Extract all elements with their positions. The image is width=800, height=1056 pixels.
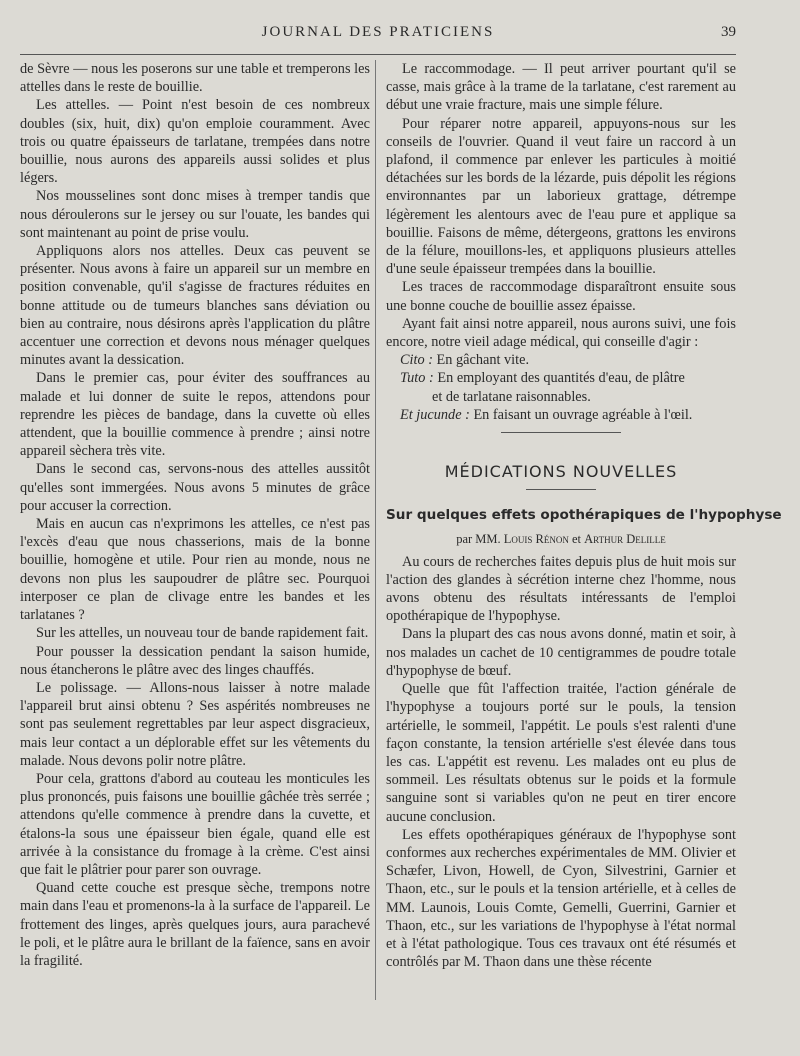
paragraph: de Sèvre — nous les poserons sur une table et tremperons les attelles dans le reste de bouillie.	[20, 61, 370, 96]
article-title: Sur quelques effets opothérapiques de l'hypophyse	[386, 507, 782, 524]
section-heading: MÉDICATIONS NOUVELLES	[444, 462, 678, 482]
paragraph: Quelle que fût l'affection traitée, l'action générale de l'hypophyse a toujours porté sur le pouls, la tension artérielle, le sommeil, l'appétit. Le pouls s'est ralenti d'une façon constante, la tension artérielle s'est élevée dans tous les cas. L'appétit est revenu. Les malades ont eu plus de sommeil. Les résultats obtenus sur le poids et la formule sanguine sont si variables qu'on ne peut en tirer encore aucune conclusion.	[386, 681, 736, 825]
paragraph: Appliquons alors nos attelles. Deux cas peuvent se présenter. Nous avons à faire un appareil sur un membre en position convenable, qu'il s'agisse de fractures réduites en bonne attitude ou de tumeurs blanches sans déviation ou bien au contraire, nous désirons après l'application du plâtre accentuer une correction et devons nous ménager quelques minutes avant la dessication.	[20, 243, 370, 369]
paragraph: Mais en aucun cas n'exprimons les attelles, ce n'est pas l'excès d'eau que nous chasserions, mais de la bonne bouillie, homogène et utile. Pour rien au monde, nous ne devons non plus les saupoudrer de plâtre sec. Pourquoi interposer ce plan de clivage entre les bandes et les tarlatanes ?	[20, 516, 370, 624]
paragraph: Nos mousselines sont donc mises à tremper tandis que nous déroulerons sur le jersey ou sur l'ouate, les bandes qui sont maintenant au point de prise voulu.	[20, 188, 370, 241]
section-rule	[501, 432, 621, 433]
paragraph: Pour réparer notre appareil, appuyons-nous sur les conseils de l'ouvrier. Quand il veut faire un raccord à un plafond, il commence par enlever les particules à moitié détachées sur les bords de la lézarde, puis dépolit les régions environnantes par un laborieux grattage, détrempe légèrement les alentours avec de l'eau pure et applique sa bouillie. Faisons de même, détergeons, grattons les environs de la félure, mouillons-les, et appliquons plusieurs attelles d'une seule épaisseur trempées dans la bouillie.	[386, 115, 736, 278]
journal-title: JOURNAL DES PRATICIENS	[261, 24, 495, 40]
paragraph: Le polissage. — Allons-nous laisser à notre malade l'appareil brut ainsi obtenu ? Ses aspérités nombreuses ne sont pas seulement regrettables par leur aspect disgracieux, mais leur contact a un déplorable effet sur les vêtements du malade. Nous devons polir notre plâtre.	[20, 679, 370, 769]
section-rule-small	[526, 489, 596, 490]
adage-jucunde: Et jucunde : En faisant un ouvrage agréable à l'œil.	[400, 406, 693, 423]
running-header	[20, 14, 736, 55]
paragraph: Pour cela, grattons d'abord au couteau les monticules les plus prononcés, puis faisons une bouillie gâchée très serrée ; attendons qu'elle commence à prendre dans la cuvette, et étalons-la sous une épaisseur bien égale, quand elle est arrivée à la consistance du fromage à la crème. C'est ainsi que fait le plâtrier pour parer son ouvrage.	[20, 770, 370, 878]
paragraph: Les attelles. — Point n'est besoin de ces nombreux doubles (six, huit, dix) qu'on emploie couramment. Avec trois ou quatre épaisseurs de tarlatane, trempées dans notre bouillie, nous aurons des appareils aussi solides et plus légers.	[20, 97, 370, 187]
adage-cito: Cito : En gâchant vite.	[400, 352, 530, 369]
paragraph: Sur les attelles, un nouveau tour de bande rapidement fait.	[36, 625, 369, 642]
paragraph: Les traces de raccommodage disparaîtront ensuite sous une bonne couche de bouillie assez épaisse.	[386, 279, 736, 314]
paragraph: Le raccommodage. — Il peut arriver pourtant qu'il se casse, mais grâce à la trame de la tarlatane, c'est rarement au début une vraie fracture, mais une simple félure.	[386, 61, 736, 114]
page-number: 39	[721, 24, 736, 40]
adage-tuto: Tuto : En employant des quantités d'eau, de plâtre	[400, 370, 685, 387]
adage-tuto-continued: et de tarlatane raisonnables.	[432, 388, 591, 405]
left-column	[20, 60, 370, 970]
paragraph: Dans le second cas, servons-nous des attelles aussitôt qu'elles sont immergées. Nous avons 5 minutes de grâce pour accuser la correction.	[20, 461, 370, 514]
paragraph: Quand cette couche est presque sèche, trempons notre main dans l'eau et promenons-la à la surface de l'appareil. Le frottement des linges, après quelques jours, aura parachevé le poli, et le plâtre aura le brillant de la faïence, sans en avoir la fragilité.	[20, 880, 370, 969]
paragraph: Pour pousser la dessication pendant la saison humide, nous étancherons le plâtre avec des linges chauffés.	[20, 643, 370, 678]
paragraph: Dans la plupart des cas nous avons donné, matin et soir, à nos malades un cachet de 10 centigrammes de poudre totale d'hypophyse de bœuf.	[386, 626, 736, 679]
paragraph: Ayant fait ainsi notre appareil, nous aurons suivi, une fois encore, notre vieil adage médical, qui conseille d'agir :	[386, 315, 736, 351]
paragraph: Les effets opothérapiques généraux de l'hypophyse sont conformes aux recherches expérimentales de MM. Olivier et Schæfer, Livon, Howell, de Cyon, Silvestrini, Garnier et Thaon, etc., sur le pouls et la tension artérielle, et à celles de MM. Launois, Louis Comte, Gemelli, Guerrini, Garnier et Thaon, etc., sur les variations de l'hypophyse à l'état normal et à l'état pathologique. Tous ces travaux ont été résumés et contrôlés par M. Thaon dans une thèse récente	[386, 826, 736, 971]
paragraph: Au cours de recherches faites depuis plus de huit mois sur l'action des glandes à sécrétion interne chez l'homme, nous avons obtenu des résultats intéressants de l'emploi opothérapique de l'hypophyse.	[386, 553, 736, 625]
column-divider	[375, 60, 376, 1000]
paragraph: Dans le premier cas, pour éviter des souffrances au malade et lui donner de suite le repos, attendons pour reprendre les pièces de bandage, dans la cuvette où elles attendent, que la bouillie commence à prendre ; ainsi notre appareil sèchera très vite.	[20, 370, 370, 460]
byline: par MM. Louis Rénon et Arthur Delille	[456, 532, 666, 547]
right-column	[386, 60, 782, 971]
